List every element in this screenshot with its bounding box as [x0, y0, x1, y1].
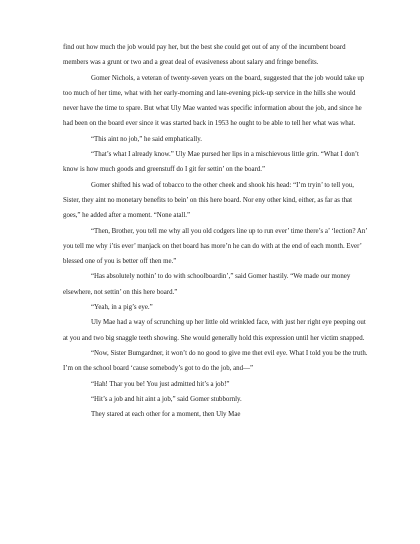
paragraph: Gomer shifted his wad of tobacco to the other cheek and shook his head: “I’m tryin’ to tell you, Sister, they aint no monetary benefits to bein’ on this here board. Nor eny other kind, either, as far as that goes,” he added after a moment. “None atall.”	[63, 181, 354, 220]
paragraph: “Then, Brother, you tell me why all you old codgers line up to run ever’ time there’s a’ ‘lection? An’ you tell me why i’tis ever’ manjack on thet board has more’n he can do with at the end of each month. Ever’ blessed one of you is better off then me.”	[63, 227, 368, 266]
paragraph: “Hah! Thar you be! You just admitted hit’s a job!”	[91, 380, 230, 388]
paragraph: They stared at each other for a moment, then Uly Mae	[91, 411, 241, 419]
paragraph: “Now, Sister Bumgardner, it won’t do no good to give me thet evil eye. What I told you be the truth. I’m on the school board ‘cause somebody’s got to do the job, and—”	[63, 349, 368, 373]
paragraph: find out how much the job would pay her, but the best she could get out of any of the incumbent board members was a grunt or two and a great deal of evasiveness about salary and fringe benefits.	[63, 44, 346, 67]
paragraph: “Hit’s a job and hit aint a job,” said Gomer stubbornly.	[91, 395, 242, 403]
paragraph: “Has absolutely nothin’ to do with schoolboardin’,” said Gomer hastily. “We made our money elsewhere, not settin’ on this here board.”	[63, 273, 351, 296]
paragraph: “That’s what I already know.” Uly Mae pursed her lips in a mischievous little grin. “What I don’t know is how much goods and greenstuff do I git fer settin’ on the board.”	[63, 151, 359, 174]
paragraph: “This aint no job,” he said emphatically.	[91, 135, 202, 143]
paragraph: Uly Mae had a way of scrunching up her little old wrinkled face, with just her right eye peeping out at you and two big snaggle teeth showing. She would generally hold this expression until her victim snapped.	[63, 319, 366, 342]
paragraph: “Yeah, in a pig’s eye.”	[91, 304, 153, 312]
paragraph: Gomer Nichols, a veteran of twenty-seven years on the board, suggested that the job would take up too much of her time, what with her early-morning and late-evening pick-up service in the hills she would never have the time to spare. But what Uly Mae wanted was specific information about the job, and since he had been on the board ever since it was started back in 1953 he ought to be able to tell her what was what.	[63, 74, 365, 128]
